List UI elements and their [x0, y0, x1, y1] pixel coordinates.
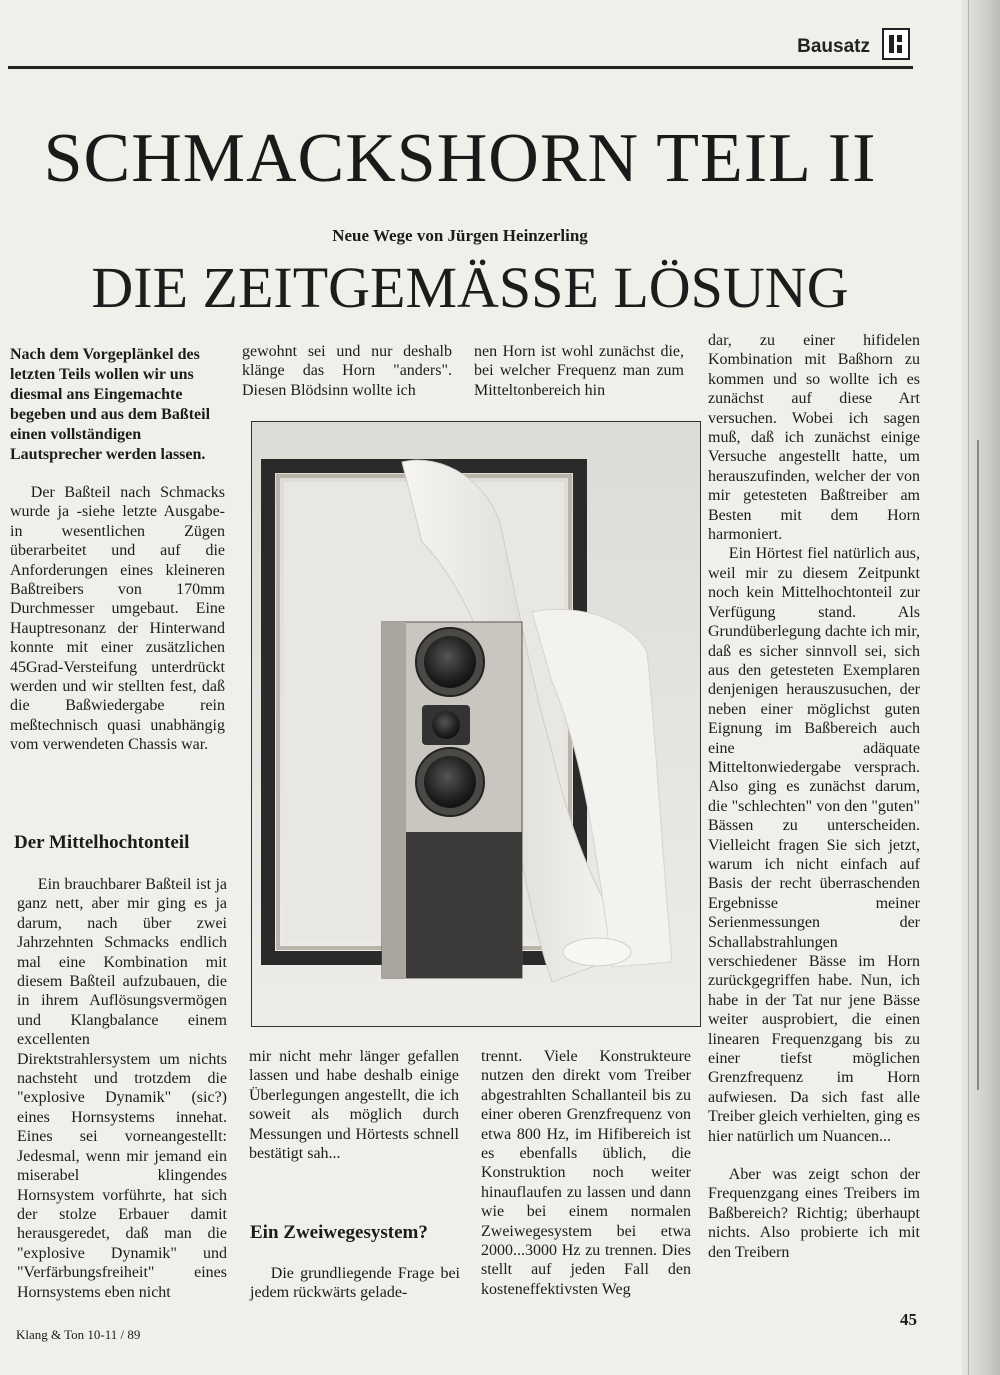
col3-top-text: nen Horn ist wohl zunächst die, bei welcher Frequenz man zum Mitteltonbereich hin: [474, 343, 684, 399]
loudspeaker-photo: [251, 421, 701, 1027]
column-1: [10, 345, 225, 755]
byline: Neue Wege von Jürgen Heinzerling: [332, 226, 588, 245]
column-3-top: [474, 342, 684, 400]
col2-paragraph-2: Die grundliegende Frage bei jedem rückwärts gelade-: [250, 1265, 460, 1302]
column-1-section: [14, 833, 224, 852]
col2-bottom-text: mir nicht mehr länger gefallen lassen und habe deshalb einige Überlegungen angestellt, die ich soweit als möglich durch Messungen und Hörtests schnell bestätigt sah...: [249, 1048, 459, 1163]
column-2-section: [250, 1223, 465, 1242]
article-title: SCHMACKSHORN TEIL II: [43, 120, 877, 197]
page-edge-shadow: [962, 0, 1000, 1375]
col1-paragraph-1: Der Baßteil nach Schmacks wurde ja -siehe letzte Ausgabe- in wesentlichen Zügen überarbeitet und auf die Anforderungen eines kleineren Baßtreibers von 170mm Durchmesser umgebaut. Eine Hauptresonanz der Hinterwand konnte mit einer zusätzlichen 45Grad-Versteifung unterdrückt werden und wir stellten fest, daß die Baßwiedergabe rein meßtechnisch quasi unabhängig vom verwendeten Chassis war.: [10, 484, 225, 754]
col4-paragraph-2: Ein Hörtest fiel natürlich aus, weil mir zu diesem Zeitpunkt noch kein Mittelhochtonteil zur Verfügung stand. Als Grundüberlegung dachte ich mir, daß es sicher sinnvoll sei, sich aus den getesteten Exemplaren denjenigen herauszusuchen, der neben einer möglichst guten Eignung im Baßbereich auch eine adäquate Mitteltonwiedergabe versprach. Also ging es zunächst darum, die "schlechten" von den "guten" Bässen zu unterscheiden. Vielleicht fragen Sie sich jetzt, warum ich nicht einfach auf Basis der recht überraschenden Ergebnisse meiner Serienmessungen der Schallabstrahlungen verschiedener Bässe im Horn zurückgegriffen habe. Nun, ich habe in der Tat nur jene Bässe weiter ausprobiert, die einen linearen Frequenzgang bis zu einer tiefst möglichen Grenzfrequenz im Horn aufwiesen. Da sich fast alle Treiber gleich verhielten, ging es hier natürlich um Nuancen...: [708, 545, 920, 1145]
lead-paragraph: Nach dem Vorgeplänkel des letzten Teils wollen wir uns diesmal ans Eingemachte begeben und aus dem Baßteil einen vollständigen Lautsprecher werden lassen.: [10, 346, 211, 463]
col4-paragraph-3: Aber was zeigt schon der Frequenzgang eines Treibers im Baßbereich? Richtig; überhaupt nichts. Also probierte ich mit den Treibern: [708, 1166, 920, 1261]
issue-footer: Klang & Ton 10-11 / 89: [16, 1327, 141, 1342]
subheading-zweiwegesystem: Ein Zweiwegesystem?: [250, 1222, 428, 1243]
column-3-bottom: [481, 1047, 691, 1299]
section-label: Bausatz: [797, 36, 870, 57]
column-2-bottom: [249, 1047, 459, 1163]
column-2-top: [242, 342, 452, 400]
article-subtitle: DIE ZEITGEMÄSSE LÖSUNG: [91, 255, 849, 320]
header-rule: [8, 66, 913, 69]
col4-paragraph-1: dar, zu einer hifidelen Kombination mit Baßhorn zu kommen und so wollte ich es zunächst auf diese Art versuchen. Wobei ich sagen muß, daß ich zunächst einige Versuche angestellt hatte, um herauszufinden, welcher der von mir getesteten Baßtreiber am Besten mit dem Horn harmoniert.: [708, 332, 920, 544]
subheading-mittelhochtonteil: Der Mittelhochtonteil: [14, 832, 190, 853]
column-4: [708, 331, 920, 1262]
column-2-lower: [250, 1264, 460, 1303]
col2-top-text: gewohnt sei und nur deshalb klänge das Horn "anders". Diesen Blödsinn wollte ich: [242, 343, 452, 399]
page-number: 45: [900, 1310, 917, 1329]
binding-edge-line: [977, 440, 979, 1090]
magazine-logo-icon: [882, 28, 910, 60]
col3-bottom-text: trennt. Viele Konstrukteure nutzen den direkt vom Treiber abgestrahlten Schallanteil bis zu einer oberen Grenzfrequenz von etwa 800 Hz, im Hifibereich ist es ebenfalls üblich, die Konstruktion noch weiter hinauflaufen zu lassen und dann wie bei einem normalen Zweiwegesystem bei etwa 2000...3000 Hz zu trennen. Dies stellt auf jeden Fall den kosteneffektivsten Weg: [481, 1048, 691, 1298]
column-1-lower: [17, 875, 227, 1302]
col1-paragraph-2: Ein brauchbarer Baßteil ist ja ganz nett, aber mir ging es ja darum, nach über zwei Jahrzehnten Schmacks endlich mal eine Kombination mit diesem Baßteil aufzubauen, die in ihrem Auflösungsvermögen und Klangbalance einem excellenten Direktstrahlersystem um nichts nachsteht und trotzdem die "explosive Dynamik" (sic?) eines Hornsystems innehat. Eines sei vorneangestellt: Jedesmal, wenn mir jemand ein miserabel klingendes Hornsystem vorführte, hat sich der stolze Erbauer damit herausgeredet, daß man die "explosive Dynamik" und "Verfärbungsfreiheit" eines Hornsystems eben nicht: [17, 876, 227, 1301]
